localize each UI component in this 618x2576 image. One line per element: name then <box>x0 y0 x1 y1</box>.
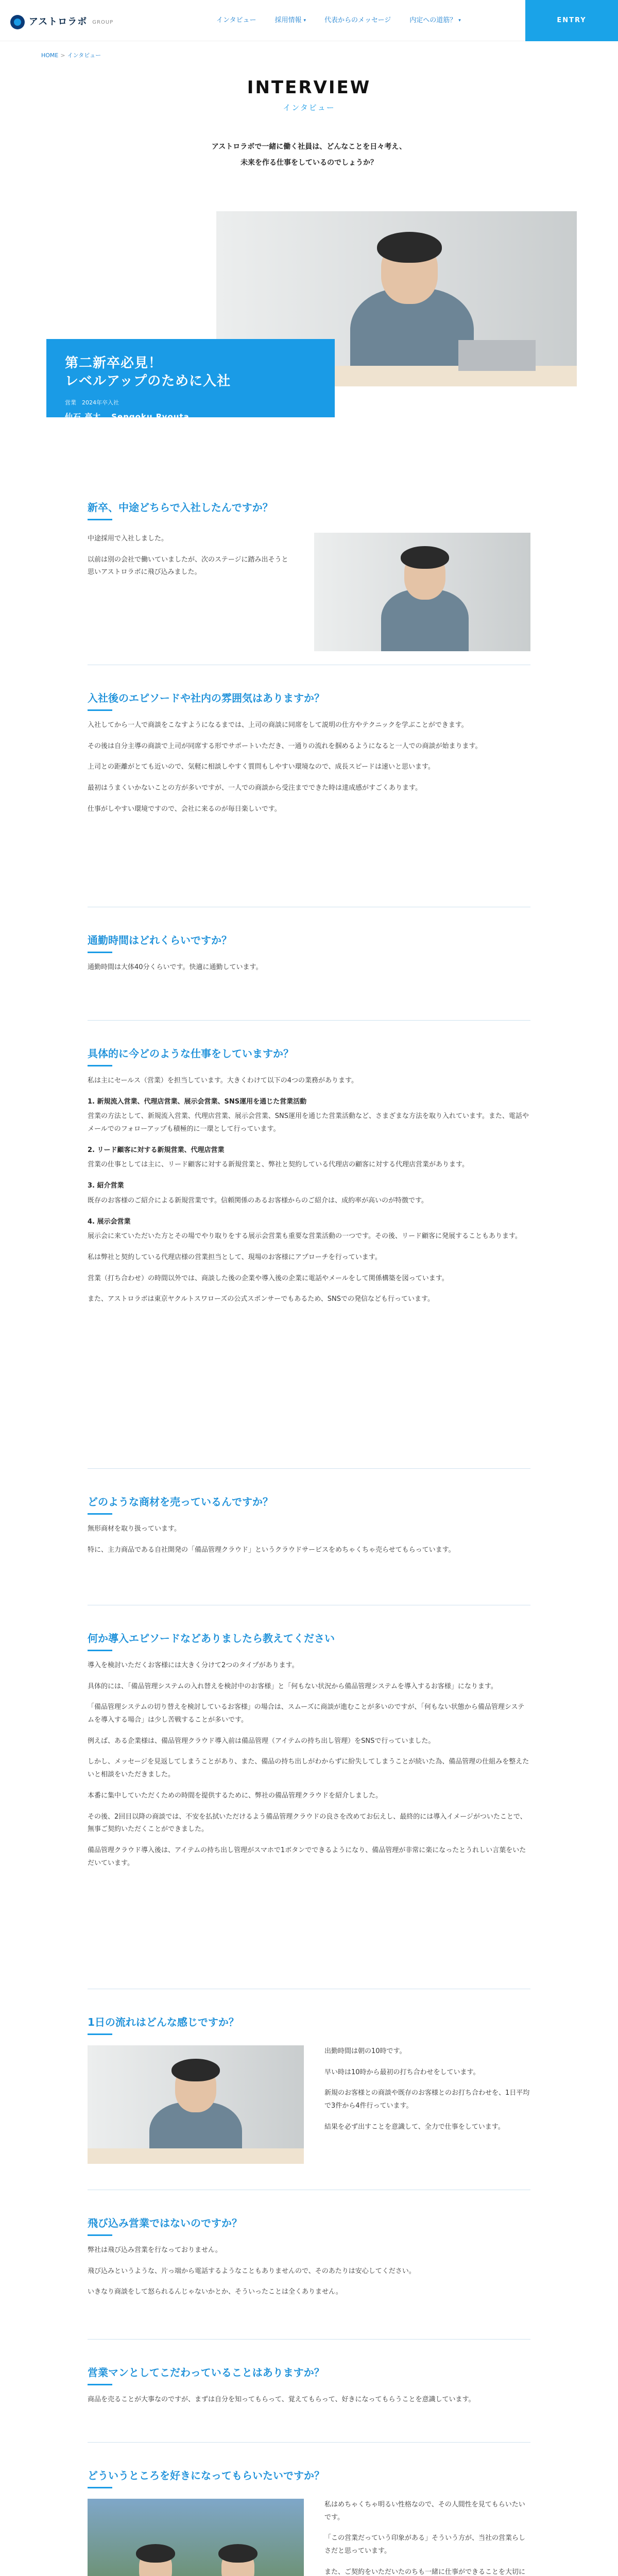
breadcrumb <box>41 50 101 61</box>
answer-paragraph: 仕事がしやすい環境ですので、会社に来るのが毎日楽しいです。 <box>88 805 281 813</box>
nav-recruit-label: 採用情報 <box>274 16 302 24</box>
answer-paragraph: 例えば、ある企業様は、備品管理クラウド導入前は備品管理（アイテムの持ち出し管理）をSNSで行っていました。 <box>88 1737 435 1745</box>
hero-card-name <box>65 410 316 425</box>
global-nav <box>216 14 461 27</box>
answer-paragraph: 中途採用で入社しました。 <box>88 535 168 543</box>
answer-paragraph: 「この営業だっていう印象がある」そういう方が、当社の営業らしさだと思っています。 <box>324 2534 526 2555</box>
question-heading: 具体的に今どのような仕事をしていますか？ <box>88 1046 530 1066</box>
answer-paragraph: 私は弊社と契約している代理店様の営業担当として、現場のお客様にアプローチを行っています。 <box>88 1253 382 1261</box>
answer-paragraph: 特に、主力商品である自社開発の「備品管理クラウド」というクラウドサービスをめちゃくちゃ売らせてもらっています。 <box>88 1546 455 1554</box>
site-header <box>0 0 618 41</box>
answer-paragraph: 新規のお客様との商談や既存のお客様とのお打ち合わせを、1日平均で3件から4件行っています。 <box>324 2089 530 2110</box>
answer-subheading: 4. 展示会営業 <box>88 1217 131 1226</box>
answer-paragraph: 最初はうまくいかないことの方が多いですが、一人での商談から受注までできた時は達成感がすごくあります。 <box>88 784 422 792</box>
logo-sub: GROUP <box>92 19 114 25</box>
breadcrumb-current: インタビュー <box>67 52 101 59</box>
photo-hair-right <box>218 2544 258 2563</box>
site-logo[interactable] <box>10 13 113 31</box>
answer-paragraph: 入社してから一人で商談をこなすようになるまでは、上司の商談に同席をして説明の仕方やテクニックを学ぶことができます。 <box>88 721 468 729</box>
answer-paragraph: 私は主にセールス（営業）を担当しています。大きくわけて以下の4つの業務があります。 <box>88 1077 358 1084</box>
question-heading: どういうところを好きになってもらいたいですか？ <box>88 2468 530 2488</box>
question-heading: 1日の流れはどんな感じですか？ <box>88 2014 530 2035</box>
qa-section-2 <box>88 690 530 816</box>
section-divider <box>88 1468 530 1469</box>
answer-paragraph: 営業（打ち合わせ）の時間以外では、商談した後の企業や導入後の企業に電話やメールをして関係構築を図っています。 <box>88 1274 449 1282</box>
answer-paragraph: また、ご契約をいただいたのちも一緒に仕事ができることを大切に <box>324 2568 526 2576</box>
hero-lead <box>0 139 618 171</box>
page-title: INTERVIEW <box>247 77 371 98</box>
answer-paragraph: いきなり商談をして怒られるんじゃないかとか、そういったことは全くありません。 <box>88 2288 342 2296</box>
question-heading: 入社後のエピソードや社内の雰囲気はありますか？ <box>88 690 530 711</box>
question-heading: 営業マンとしてこだわっていることはありますか？ <box>88 2365 530 2385</box>
answer-paragraph: 既存のお客様のご紹介による新規営業です。信頼関係のあるお客様からのご紹介は、成約率が高いのが特徴です。 <box>88 1196 428 1205</box>
answer-paragraph: 飛び込みというような、片っ端から電話するようなこともありませんので、そのあたりは安心してください。 <box>88 2267 416 2275</box>
answer-subheading: 3. 紹介営業 <box>88 1182 124 1190</box>
answer-paragraph: また、アストロラボは東京ヤクルトスワローズの公式スポンサーでもあるため、SNSでの発信なども行っています。 <box>88 1295 434 1303</box>
answer-paragraph: 出勤時間は朝の10時です。 <box>324 2047 406 2055</box>
photo-desk <box>88 2148 304 2164</box>
nav-path-label: 内定への道筋？ <box>409 16 457 24</box>
answer-paragraph: 具体的には、「備品管理システムの入れ替えを検討中のお客様」と「何もない状況から備品管理システムを導入するお客様」になります。 <box>88 1682 497 1690</box>
interview-photo-1 <box>314 533 530 651</box>
answer-paragraph: 「備品管理システムの切り替えを検討しているお客様」の場合は、スムーズに商談が進むことが多いのですが、「何もない状態から備品管理システムを導入する場合」は少し苦戦することが多いです。 <box>88 1703 525 1724</box>
interview-photo-3 <box>88 2499 304 2576</box>
hero-lead-line-2: 未来を作る仕事をしているのでしょうか？ <box>241 158 377 167</box>
hero-photo-hair <box>377 232 442 263</box>
answer-paragraph: その後、2回目以降の商談では、不安を払拭いただけるよう備品管理クラウドの良さを改めてお伝えし、最終的には導入イメージがついたことで、無事ご契約いただくことができました。 <box>88 1812 527 1834</box>
page-title-block <box>0 77 618 115</box>
answer-paragraph: 備品管理クラウド導入後は、アイテムの持ち出し管理がスマホで1ボタンでできるようになり、備品管理が非常に楽になったとうれしい言葉をいただいています。 <box>88 1846 526 1867</box>
qa-section-3 <box>88 933 530 974</box>
hero-photo-desk <box>330 366 577 386</box>
nav-interview[interactable] <box>216 14 256 27</box>
photo-hair-left <box>136 2544 175 2563</box>
qa-section-1 <box>88 500 530 651</box>
qa-section-7 <box>88 2014 530 2164</box>
qa-section-9 <box>88 2365 530 2406</box>
question-heading: 飛び込み営業ではないのですか？ <box>88 2215 530 2236</box>
section-divider <box>88 2339 530 2340</box>
breadcrumb-home[interactable]: HOME <box>41 52 59 59</box>
answer-paragraph: 展示会に来ていただいた方とその場でやり取りをする展示会営業も重要な営業活動の一つです。その後、リード顧客に発展することもあります。 <box>88 1232 522 1241</box>
logo-text: アストロラボ <box>29 16 88 27</box>
answer-paragraph: しかし、メッセージを見返してしまうことがあり、また、備品の持ち出しがわからずに紛失してしまうことが続いた為、備品管理の仕組みを整えたいと相談をいただきました。 <box>88 1758 529 1779</box>
page-title-kana: インタビュー <box>283 103 335 112</box>
section-divider <box>88 2442 530 2443</box>
answer-paragraph: 営業の仕事としては主に、リード顧客に対する新規営業と、弊社と契約している代理店の顧客に対する代理店営業があります。 <box>88 1161 469 1169</box>
breadcrumb-separator: > <box>60 52 65 59</box>
answer-paragraph: 本番に集中していただくための時間を提供するために、弊社の備品管理クラウドを紹介しました。 <box>88 1791 383 1800</box>
question-heading: どのような商材を売っているんですか？ <box>88 1494 530 1515</box>
question-heading: 新卒、中途どちらで入社したんですか？ <box>88 500 530 520</box>
hero-photo-laptop <box>458 340 536 371</box>
qa-section-8 <box>88 2215 530 2299</box>
interview-photo-2 <box>88 2045 304 2164</box>
answer-paragraph: 弊社は飛び込み営業を行なっておりません。 <box>88 2246 222 2254</box>
answer-paragraph: 導入を検討いただくお客様には大きく分けて2つのタイプがあります。 <box>88 1662 299 1669</box>
question-heading: 何か導入エピソードなどありましたら教えてください <box>88 1631 530 1651</box>
qa-section-10 <box>88 2468 530 2576</box>
answer-paragraph: 早い時は10時から最初の打ち合わせをしています。 <box>324 2068 480 2076</box>
answer-paragraph: 上司との距離がとても近いので、気軽に相談しやすく質問もしやすい環境なので、成長スピードは速いと思います。 <box>88 763 435 771</box>
hero-card-title-line-2: レベルアップのために入社 <box>65 374 231 389</box>
hero-card <box>46 339 335 422</box>
chevron-down-icon: ▾ <box>458 18 461 23</box>
nav-recruit[interactable] <box>274 14 306 27</box>
answer-subheading: 2. リード顧客に対する新規営業、代理店営業 <box>88 1146 225 1154</box>
answer-paragraph: 結果を必ず出すことを意識して、全力で仕事をしています。 <box>324 2123 505 2131</box>
section-divider <box>88 1020 530 1021</box>
answer-paragraph: 以前は別の会社で働いていましたが、次のステージに踏み出そうと思いアストロラボに飛び込みました。 <box>88 555 288 577</box>
answer-paragraph: 私はめちゃくちゃ明るい性格なので、その人間性を見てもらいたいです。 <box>324 2501 525 2521</box>
entry-button[interactable]: ENTRY <box>525 0 618 41</box>
qa-section-6 <box>88 1631 530 1870</box>
answer-paragraph: 無形商材を取り扱っています。 <box>88 1525 181 1533</box>
qa-section-4 <box>88 1046 530 1306</box>
photo-hair <box>171 2059 220 2081</box>
answer-paragraph: その後は自分主導の商談で上司が同席する形でサポートいただき、一通りの流れを掴めるようになると一人での商談が始まります。 <box>88 742 482 750</box>
answer-subheading: 1. 新規流入営業、代理店営業、展示会営業、SNS運用を通じた営業活動 <box>88 1097 307 1106</box>
logo-mark-icon <box>10 15 25 29</box>
employee-name: 仙石 亮太 <box>65 412 101 422</box>
photo-background <box>88 2499 304 2576</box>
answer-paragraph: 商品を売ることが大事なのですが、まずは自分を知ってもらって、覚えてもらって、好きになってもらうことを意識しています。 <box>88 2396 475 2403</box>
hero-card-title-line-1: 第二新卒必見！ <box>65 355 163 371</box>
question-heading: 通勤時間はどれくらいですか？ <box>88 933 530 953</box>
qa-section-5 <box>88 1494 530 1556</box>
nav-message[interactable] <box>324 14 391 27</box>
answer-paragraph: 通勤時間は大体40分くらいです。快適に通勤しています。 <box>88 963 263 971</box>
nav-interview-label: インタビュー <box>216 16 256 24</box>
hero-card-title <box>65 354 316 391</box>
nav-path[interactable] <box>409 14 461 27</box>
photo-hair <box>401 546 449 569</box>
chevron-down-icon: ▾ <box>303 18 306 23</box>
hero-lead-line-1: アストロラボで一緒に働く社員は、どんなことを日々考え、 <box>211 143 407 151</box>
nav-message-label: 代表からのメッセージ <box>324 16 391 24</box>
employee-name-roman: Sengoku Ryouta <box>111 412 190 422</box>
answer-paragraph: 営業の方法として、新規流入営業、代理店営業、展示会営業、SNS運用を通じた営業活動など、さまざまな方法を取り入れています。また、電話やメールでのフォローアップも積極的に一環として行っています。 <box>88 1112 529 1133</box>
hero-card-meta: 営業 2024年卒入社 <box>65 399 119 406</box>
